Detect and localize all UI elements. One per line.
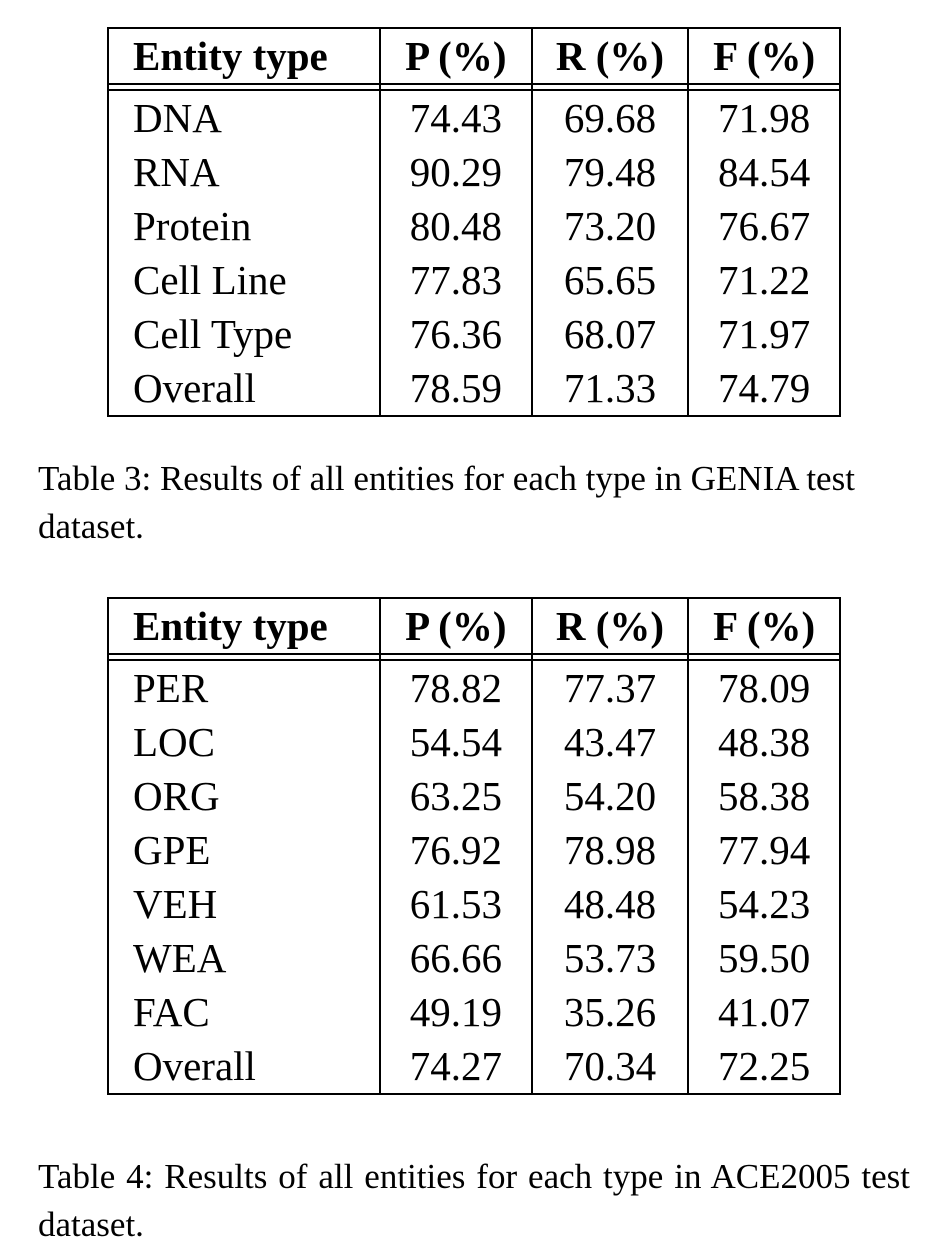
entity-type-cell: FAC (107, 985, 379, 1039)
metric-cell: 78.82 (379, 661, 531, 715)
entity-type-cell: RNA (107, 145, 379, 199)
metric-cell: 84.54 (687, 145, 841, 199)
genia-results-table (107, 27, 841, 417)
metric-cell: 58.38 (687, 769, 841, 823)
column-header: F (%) (687, 597, 841, 655)
entity-type-cell: PER (107, 661, 379, 715)
column-header: R (%) (531, 27, 688, 85)
metric-cell: 77.37 (531, 661, 688, 715)
metric-cell: 63.25 (379, 769, 531, 823)
metric-cell: 78.09 (687, 661, 841, 715)
column-header: P (%) (379, 27, 531, 85)
entity-type-cell: Overall (107, 361, 379, 417)
ace2005-results-table (107, 597, 841, 1095)
metric-cell: 35.26 (531, 985, 688, 1039)
metric-cell: 79.48 (531, 145, 688, 199)
metric-cell: 61.53 (379, 877, 531, 931)
metric-cell: 48.38 (687, 715, 841, 769)
table-row (107, 661, 841, 715)
metric-cell: 76.36 (379, 307, 531, 361)
entity-type-cell: Cell Line (107, 253, 379, 307)
table-row (107, 145, 841, 199)
ace2005-table-caption: Table 4: Results of all entities for each type in ACE2005 test dataset. (38, 1157, 910, 1244)
entity-type-cell: GPE (107, 823, 379, 877)
entity-type-cell: LOC (107, 715, 379, 769)
entity-type-cell: VEH (107, 877, 379, 931)
metric-cell: 41.07 (687, 985, 841, 1039)
metric-cell: 73.20 (531, 199, 688, 253)
metric-cell: 54.20 (531, 769, 688, 823)
entity-type-cell: ORG (107, 769, 379, 823)
table-row (107, 931, 841, 985)
metric-cell: 66.66 (379, 931, 531, 985)
metric-cell: 90.29 (379, 145, 531, 199)
metric-cell: 59.50 (687, 931, 841, 985)
metric-cell: 53.73 (531, 931, 688, 985)
entity-type-cell: Overall (107, 1039, 379, 1095)
table-row (107, 985, 841, 1039)
metric-cell: 65.65 (531, 253, 688, 307)
metric-cell: 77.94 (687, 823, 841, 877)
metric-cell: 76.92 (379, 823, 531, 877)
table-row (107, 91, 841, 145)
metric-cell: 54.23 (687, 877, 841, 931)
header-row (107, 597, 841, 655)
entity-type-cell: WEA (107, 931, 379, 985)
column-header: Entity type (107, 27, 379, 85)
metric-cell: 71.22 (687, 253, 841, 307)
entity-type-cell: DNA (107, 91, 379, 145)
metric-cell: 54.54 (379, 715, 531, 769)
metric-cell: 72.25 (687, 1039, 841, 1095)
column-header: P (%) (379, 597, 531, 655)
metric-cell: 71.98 (687, 91, 841, 145)
genia-table-caption: Table 3: Results of all entities for each type in GENIA test dataset. (38, 459, 855, 546)
metric-cell: 74.79 (687, 361, 841, 417)
table-row (107, 1039, 841, 1095)
column-header: R (%) (531, 597, 688, 655)
metric-cell: 43.47 (531, 715, 688, 769)
table-row (107, 769, 841, 823)
table-row (107, 199, 841, 253)
table-row (107, 361, 841, 417)
column-header: F (%) (687, 27, 841, 85)
metric-cell: 74.43 (379, 91, 531, 145)
entity-type-cell: Cell Type (107, 307, 379, 361)
metric-cell: 48.48 (531, 877, 688, 931)
metric-cell: 78.98 (531, 823, 688, 877)
metric-cell: 76.67 (687, 199, 841, 253)
metric-cell: 71.33 (531, 361, 688, 417)
table-row (107, 877, 841, 931)
table-row (107, 307, 841, 361)
metric-cell: 71.97 (687, 307, 841, 361)
metric-cell: 68.07 (531, 307, 688, 361)
metric-cell: 78.59 (379, 361, 531, 417)
metric-cell: 77.83 (379, 253, 531, 307)
metric-cell: 70.34 (531, 1039, 688, 1095)
metric-cell: 69.68 (531, 91, 688, 145)
metric-cell: 49.19 (379, 985, 531, 1039)
metric-cell: 80.48 (379, 199, 531, 253)
table-row (107, 823, 841, 877)
table-row (107, 253, 841, 307)
header-row (107, 27, 841, 85)
table-row (107, 715, 841, 769)
entity-type-cell: Protein (107, 199, 379, 253)
metric-cell: 74.27 (379, 1039, 531, 1095)
column-header: Entity type (107, 597, 379, 655)
